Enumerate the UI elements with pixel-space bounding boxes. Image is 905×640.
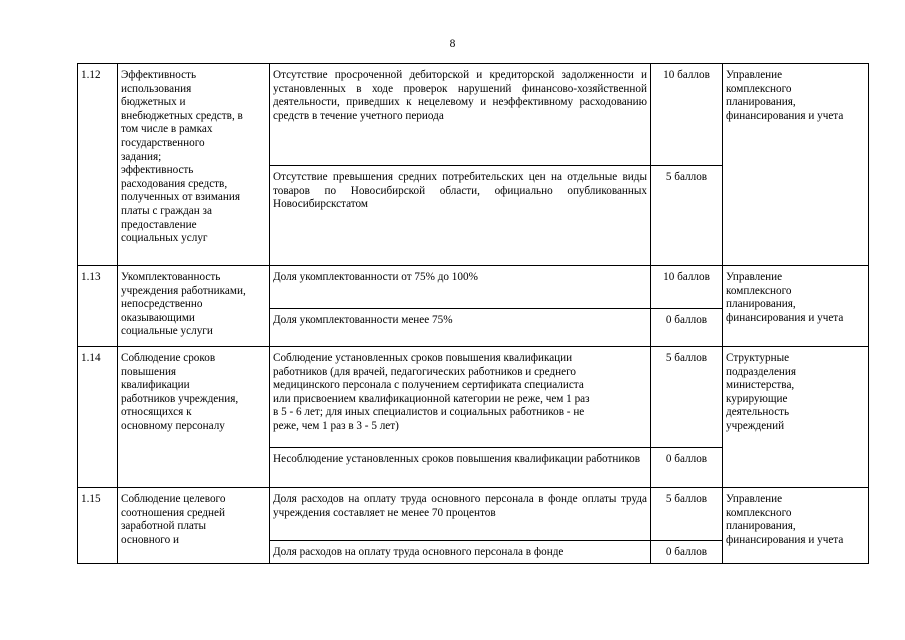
score-cell: 0 баллов bbox=[651, 448, 723, 488]
condition-cell: Доля укомплектованности менее 75% bbox=[270, 309, 651, 347]
criteria-table bbox=[77, 63, 869, 564]
criterion-cell: Соблюдение сроков повышения квалификации работников учреждения, относящихся к основному персоналу bbox=[118, 347, 270, 488]
score-cell: 5 баллов bbox=[651, 488, 723, 541]
row-number: 1.14 bbox=[78, 347, 118, 488]
responsible-cell: Управление комплексного планирования, финансирования и учета bbox=[723, 488, 869, 564]
criterion-cell: Соблюдение целевого соотношения средней заработной платы основного и bbox=[118, 488, 270, 564]
condition-cell: Отсутствие просроченной дебиторской и кредиторской задолженности и установленных в ходе проверок нарушений финансово-хозяйственной деятельности, приведших к нецелевому и неэффективному расходованию средств в течение учетного периода bbox=[270, 64, 651, 166]
table-row bbox=[78, 488, 869, 541]
score-cell: 0 баллов bbox=[651, 541, 723, 564]
row-number: 1.13 bbox=[78, 266, 118, 347]
page-number: 8 bbox=[449, 38, 456, 50]
responsible-cell: Структурные подразделения министерства, курирующие деятельность учреждений bbox=[723, 347, 869, 488]
row-number: 1.12 bbox=[78, 64, 118, 266]
score-cell: 5 баллов bbox=[651, 347, 723, 448]
condition-cell: Отсутствие превышения средних потребительских цен на отдельные виды товаров по Новосибирской области, официально опубликованных Новосибирскстатом bbox=[270, 166, 651, 266]
score-cell: 5 баллов bbox=[651, 166, 723, 266]
score-cell: 10 баллов bbox=[651, 266, 723, 309]
condition-cell: Несоблюдение установленных сроков повышения квалификации работников bbox=[270, 448, 651, 488]
responsible-cell: Управление комплексного планирования, финансирования и учета bbox=[723, 266, 869, 347]
condition-cell: Соблюдение установленных сроков повышения квалификации работников (для врачей, педагогических работников и среднего медицинского персонала с получением сертификата специалиста или присвоением квалификационной категории не реже, чем 1 раз в 5 - 6 лет; для иных специалистов и социальных работников - не реже, чем 1 раз в 3 - 5 лет) bbox=[270, 347, 651, 448]
table-row bbox=[78, 266, 869, 309]
responsible-cell: Управление комплексного планирования, финансирования и учета bbox=[723, 64, 869, 266]
score-cell: 0 баллов bbox=[651, 309, 723, 347]
condition-cell: Доля расходов на оплату труда основного персонала в фонде bbox=[270, 541, 651, 564]
criterion-cell: Эффективность использования бюджетных и внебюджетных средств, в том числе в рамках государственного задания; эффективность расходования средств, полученных от взимания платы с граждан за предоставление социальных услуг bbox=[118, 64, 270, 266]
score-cell: 10 баллов bbox=[651, 64, 723, 166]
criterion-cell: Укомплектованность учреждения работниками, непосредственно оказывающими социальные услуги bbox=[118, 266, 270, 347]
condition-cell: Доля расходов на оплату труда основного персонала в фонде оплаты труда учреждения составляет не менее 70 процентов bbox=[270, 488, 651, 541]
table-row bbox=[78, 347, 869, 448]
table-row bbox=[78, 64, 869, 166]
condition-cell: Доля укомплектованности от 75% до 100% bbox=[270, 266, 651, 309]
row-number: 1.15 bbox=[78, 488, 118, 564]
